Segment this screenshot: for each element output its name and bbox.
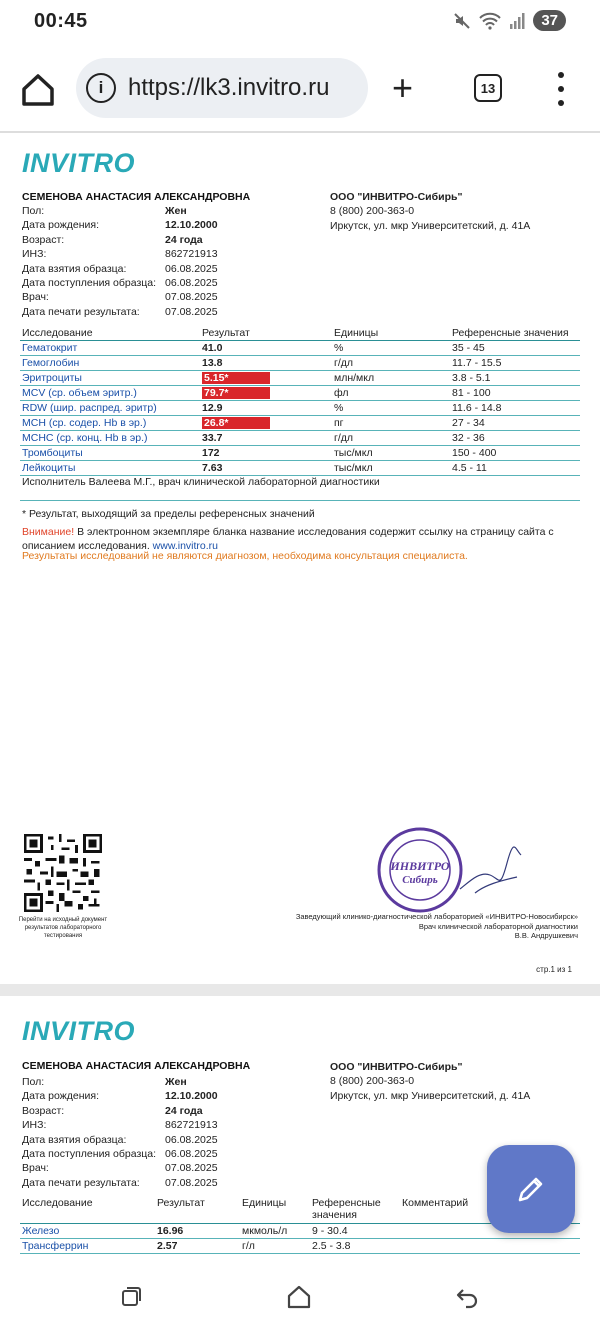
- field-value: Жен: [165, 205, 187, 217]
- table-row: [20, 445, 580, 460]
- qr-code[interactable]: [24, 834, 102, 912]
- test-result: [200, 370, 332, 385]
- test-unit: г/дл: [332, 355, 450, 370]
- field-value: 07.08.2025: [165, 1162, 218, 1175]
- field-value: 07.08.2025: [165, 291, 218, 304]
- url-text[interactable]: https://lk3.invitro.ru: [128, 74, 330, 101]
- field-label: Дата рождения:: [22, 1090, 99, 1103]
- recents-icon[interactable]: [120, 1286, 142, 1308]
- home-button[interactable]: [16, 68, 60, 112]
- test-unit: млн/мкл: [332, 370, 450, 385]
- wifi-icon: [479, 12, 501, 30]
- field-label: Пол:: [22, 205, 45, 217]
- test-name[interactable]: Гематокрит: [20, 340, 200, 355]
- test-result: 12.9: [200, 400, 332, 415]
- footnote: * Результат, выходящий за пределы референсных значений: [22, 508, 315, 520]
- disclaimer: Результаты исследований не являются диагнозом, необходима консультация специалиста.: [22, 550, 468, 562]
- field-label: Дата взятия образца:: [22, 262, 127, 275]
- head-sign-line: Заведующий клинико-диагностической лабораторией «ИНВИТРО-Новосибирск»: [295, 912, 578, 921]
- table-row: [20, 430, 580, 445]
- field-label: ИНЗ:: [22, 1119, 47, 1132]
- qr-caption: Перейти на исходный документ результатов лабораторного тестирования: [18, 917, 108, 939]
- field-value: 862721913: [165, 248, 218, 261]
- field-value: 06.08.2025: [165, 1147, 218, 1160]
- field-value: 862721913: [165, 1119, 218, 1132]
- doctor-signature: [455, 841, 525, 901]
- field-value: 12.10.2000: [165, 219, 218, 232]
- table-row: [20, 460, 580, 475]
- warning-label: Внимание!: [22, 526, 75, 538]
- field-value: 24 года: [165, 233, 203, 246]
- col-header: Результат: [155, 1197, 240, 1223]
- field-value: 07.08.2025: [165, 305, 218, 318]
- svg-text:ИНВИТРО: ИНВИТРО: [390, 859, 450, 873]
- test-unit: пг: [332, 415, 450, 430]
- section-line: [20, 500, 580, 501]
- field-label: Дата поступления образца:: [22, 276, 157, 289]
- table-row: [20, 415, 580, 430]
- test-name[interactable]: Лейкоциты: [20, 460, 200, 475]
- test-name[interactable]: Эритроциты: [20, 370, 200, 385]
- field-label: Врач:: [22, 291, 49, 304]
- test-result: [200, 415, 332, 430]
- mute-icon: [453, 12, 471, 30]
- test-unit: тыс/мкл: [332, 460, 450, 475]
- test-result: 2.57: [155, 1238, 240, 1253]
- new-tab-button[interactable]: +: [392, 67, 414, 108]
- lab-address: Иркутск, ул. мкр Университетский, д. 41А: [330, 1089, 531, 1102]
- table-row: [20, 400, 580, 415]
- more-menu-button[interactable]: [554, 72, 568, 106]
- field-label: Дата печати результата:: [22, 1176, 140, 1189]
- test-unit: фл: [332, 385, 450, 400]
- lab-name: ООО "ИНВИТРО-Сибирь": [330, 1061, 463, 1073]
- warning-text: В электронном экземпляре бланка название исследования содержит ссылку на страницу сайта с описанием исследования.: [22, 526, 554, 552]
- test-name[interactable]: Гемоглобин: [20, 355, 200, 370]
- patient-info: [22, 204, 218, 319]
- col-header: Исследование: [20, 1197, 155, 1223]
- lab-info: [330, 190, 530, 233]
- col-header: Единицы: [332, 326, 450, 340]
- test-name[interactable]: MCV (ср. объем эритр.): [20, 385, 200, 400]
- lab-address: Иркутск, ул. мкр Университетский, д. 41А: [330, 219, 531, 232]
- head-sign-line: Врач клинической лабораторной диагностики: [418, 921, 578, 931]
- test-name[interactable]: MCHC (ср. конц. Hb в эр.): [20, 430, 200, 445]
- test-result: 172: [200, 445, 332, 460]
- field-label: Дата взятия образца:: [22, 1133, 127, 1146]
- test-result: 33.7: [200, 430, 332, 445]
- test-result: 7.63: [200, 460, 332, 475]
- toolbar-divider: [0, 131, 600, 133]
- test-reference: 9 - 30.4: [310, 1223, 400, 1238]
- patient-info: [22, 1075, 218, 1190]
- test-reference: 35 - 45: [450, 340, 580, 355]
- test-name[interactable]: Тромбоциты: [20, 445, 200, 460]
- test-name[interactable]: RDW (шир. распред. эритр): [20, 400, 200, 415]
- table-row: [20, 370, 580, 385]
- test-unit: %: [332, 340, 450, 355]
- test-reference: 11.6 - 14.8: [450, 400, 580, 415]
- executor-text: Исполнитель Валеева М.Г., врач клинической лабораторной диагностики: [22, 476, 380, 488]
- test-name[interactable]: Железо: [20, 1223, 155, 1238]
- col-header: Единицы: [240, 1197, 310, 1223]
- field-label: Возраст:: [22, 233, 65, 246]
- col-header: Результат: [200, 326, 332, 340]
- edit-fab-button[interactable]: [487, 1145, 575, 1233]
- test-result: 13.8: [200, 355, 332, 370]
- field-label: Врач:: [22, 1162, 49, 1175]
- invitro-link[interactable]: www.invitro.ru: [152, 540, 219, 552]
- address-bar[interactable]: [76, 58, 368, 118]
- head-sign-line: В.В. Андрушкевич: [514, 931, 578, 941]
- system-nav-bar: [0, 1266, 600, 1332]
- test-result: 41.0: [200, 340, 332, 355]
- test-reference: 150 - 400: [450, 445, 580, 460]
- field-value: 06.08.2025: [165, 262, 218, 275]
- col-header: Референсные значения: [450, 326, 580, 340]
- lab-phone: 8 (800) 200-363-0: [330, 1075, 415, 1088]
- test-reference: 2.5 - 3.8: [310, 1238, 400, 1253]
- test-comment: [400, 1238, 580, 1253]
- test-unit: %: [332, 400, 450, 415]
- lab-seal-stamp: [376, 826, 464, 914]
- status-time: 00:45: [34, 10, 88, 32]
- page-separator: [0, 984, 600, 996]
- site-info-icon[interactable]: i: [86, 73, 116, 103]
- patient-name: СЕМЕНОВА АНАСТАСИЯ АЛЕКСАНДРОВНА: [22, 1060, 251, 1072]
- field-value: 06.08.2025: [165, 276, 218, 289]
- test-reference: 3.8 - 5.1: [450, 370, 580, 385]
- invitro-logo: INVITRO: [22, 148, 136, 178]
- status-bar: [0, 0, 600, 44]
- table-row: [20, 340, 580, 355]
- test-result: 16.96: [155, 1223, 240, 1238]
- patient-name: СЕМЕНОВА АНАСТАСИЯ АЛЕКСАНДРОВНА: [22, 191, 251, 203]
- field-label: Пол:: [22, 1076, 45, 1088]
- signal-icon: [509, 12, 525, 30]
- test-unit: мкмоль/л: [240, 1223, 310, 1238]
- out-of-range-value: 79.7*: [202, 387, 270, 399]
- pencil-icon: [514, 1172, 548, 1206]
- test-reference: 4.5 - 11: [450, 460, 580, 475]
- results-table: [20, 326, 580, 476]
- field-value: Жен: [165, 1076, 187, 1088]
- battery-indicator: 37: [533, 10, 566, 31]
- field-label: Дата рождения:: [22, 219, 99, 232]
- field-label: Дата печати результата:: [22, 305, 140, 318]
- test-result: [200, 385, 332, 400]
- field-value: 24 года: [165, 1104, 203, 1117]
- test-reference: 27 - 34: [450, 415, 580, 430]
- tab-switcher-button[interactable]: 13: [474, 74, 502, 102]
- test-reference: 11.7 - 15.5: [450, 355, 580, 370]
- back-icon[interactable]: [454, 1284, 480, 1310]
- field-label: Возраст:: [22, 1104, 65, 1117]
- col-header: Референсные значения: [310, 1197, 400, 1223]
- status-icons: [453, 10, 566, 31]
- invitro-logo: INVITRO: [22, 1016, 136, 1046]
- nav-home-icon[interactable]: [286, 1284, 312, 1310]
- head-signature-block: [296, 912, 578, 941]
- field-label: ИНЗ:: [22, 248, 47, 261]
- test-name[interactable]: Трансферрин: [20, 1238, 155, 1253]
- test-unit: г/дл: [332, 430, 450, 445]
- out-of-range-value: 26.8*: [202, 417, 270, 429]
- test-unit: г/л: [240, 1238, 310, 1253]
- browser-toolbar: [0, 56, 600, 122]
- home-icon: [16, 68, 60, 112]
- test-reference: 81 - 100: [450, 385, 580, 400]
- svg-text:Сибирь: Сибирь: [402, 874, 438, 886]
- test-reference: 32 - 36: [450, 430, 580, 445]
- table-row: [20, 355, 580, 370]
- table-row: [20, 385, 580, 400]
- document-page-1: [0, 136, 600, 984]
- lab-info: [330, 1060, 530, 1103]
- field-value: 12.10.2000: [165, 1090, 218, 1103]
- lab-name: ООО "ИНВИТРО-Сибирь": [330, 191, 463, 203]
- col-header: Комментарий: [400, 1197, 580, 1223]
- field-label: Дата поступления образца:: [22, 1147, 157, 1160]
- field-value: 07.08.2025: [165, 1176, 218, 1189]
- lab-phone: 8 (800) 200-363-0: [330, 205, 415, 218]
- col-header: Исследование: [20, 326, 200, 340]
- field-value: 06.08.2025: [165, 1133, 218, 1146]
- test-name[interactable]: MCH (ср. содер. Hb в эр.): [20, 415, 200, 430]
- out-of-range-value: 5.15*: [202, 372, 270, 384]
- page-number: стр.1 из 1: [536, 965, 572, 974]
- test-unit: тыс/мкл: [332, 445, 450, 460]
- table-row: [20, 1238, 580, 1253]
